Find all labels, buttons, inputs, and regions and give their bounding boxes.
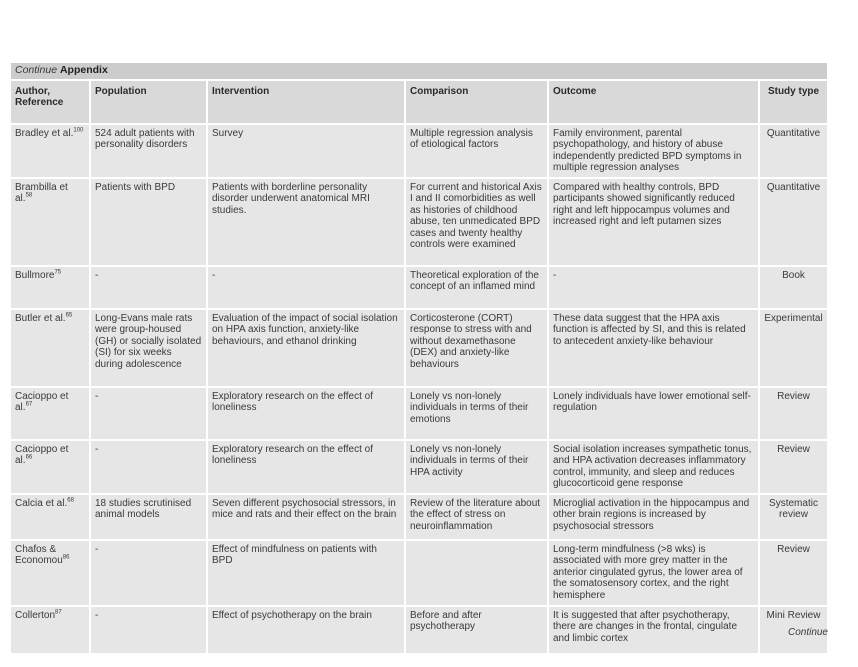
cell-outcome-text: Long-term mindfulness (>8 wks) is associated with more grey matter in the anterior cingulated gyrus, the lower area of the somatosensory cortex, and the right hemisphere bbox=[553, 543, 743, 601]
cell-population bbox=[91, 125, 208, 179]
cell-outcome-text: Family environment, parental psychopathology, and history of abuse independently predicted BPD symptoms in multiple regression analyses bbox=[553, 127, 742, 173]
reference-number: 86 bbox=[62, 554, 70, 561]
table-row bbox=[11, 441, 827, 495]
cell-comparison-text: For current and historical Axis I and II comorbidities as well as histories of childhood abuse, ten unmedicated BPD cases and twenty healthy controls were examined bbox=[410, 181, 542, 250]
cell-comparison bbox=[406, 607, 549, 655]
cell-type-text: Review bbox=[777, 543, 810, 555]
reference-number: 100 bbox=[73, 127, 84, 134]
header-row bbox=[11, 81, 827, 125]
cell-population-text: 524 adult patients with personality disorders bbox=[95, 127, 195, 150]
cell-type bbox=[760, 495, 827, 541]
cell-type bbox=[760, 441, 827, 495]
cell-comparison bbox=[406, 495, 549, 541]
cell-population bbox=[91, 179, 208, 267]
cell-author-text: Bradley et al. bbox=[15, 127, 74, 139]
cell-type-text: Mini Review bbox=[766, 609, 821, 621]
cell-type-text: Systematic review bbox=[769, 497, 818, 520]
cell-intervention bbox=[208, 179, 406, 267]
cell-outcome-text: These data suggest that the HPA axis function is affected by SI, and this is related to antecedent anxiety-like behaviour bbox=[553, 312, 746, 347]
cell-type bbox=[760, 125, 827, 179]
cell-author-text: Collerton bbox=[15, 609, 56, 621]
table-row bbox=[11, 267, 827, 310]
cell-type bbox=[760, 179, 827, 267]
cell-intervention bbox=[208, 495, 406, 541]
cell-type bbox=[760, 388, 827, 441]
cell-comparison bbox=[406, 267, 549, 310]
cell-author bbox=[11, 441, 91, 495]
cell-intervention bbox=[208, 267, 406, 310]
cell-comparison bbox=[406, 125, 549, 179]
caption-title: Appendix bbox=[59, 64, 108, 76]
cell-type bbox=[760, 310, 827, 388]
col-outcome: Outcome bbox=[549, 81, 760, 125]
appendix-table bbox=[11, 63, 827, 655]
cell-comparison-text: Lonely vs non-lonely individuals in terms of their HPA activity bbox=[410, 443, 529, 478]
table-row bbox=[11, 388, 827, 441]
cell-outcome bbox=[549, 607, 760, 655]
table-row bbox=[11, 541, 827, 607]
cell-intervention-text: Effect of psychotherapy on the brain bbox=[212, 609, 372, 621]
col-comparison: Comparison bbox=[406, 81, 549, 125]
cell-population-text: - bbox=[95, 269, 99, 281]
cell-comparison-text: Theoretical exploration of the concept of an inflamed mind bbox=[410, 269, 539, 292]
cell-population bbox=[91, 607, 208, 655]
cell-author-text: Chafos & Economou bbox=[15, 543, 63, 566]
table-row bbox=[11, 607, 827, 655]
cell-intervention bbox=[208, 607, 406, 655]
cell-comparison bbox=[406, 541, 549, 607]
cell-intervention bbox=[208, 125, 406, 179]
reference-number: 67 bbox=[25, 401, 33, 408]
cell-author bbox=[11, 125, 91, 179]
cell-population bbox=[91, 541, 208, 607]
cell-population bbox=[91, 495, 208, 541]
cell-author bbox=[11, 607, 91, 655]
cell-outcome-text: It is suggested that after psychotherapy, there are changes in the frontal, cingulate and limbic cortex bbox=[553, 609, 738, 644]
cell-comparison bbox=[406, 310, 549, 388]
cell-outcome bbox=[549, 310, 760, 388]
cell-population-text: - bbox=[95, 443, 99, 455]
cell-population-text: Patients with BPD bbox=[95, 181, 176, 193]
reference-number: 87 bbox=[55, 609, 62, 616]
cell-intervention-text: Exploratory research on the effect of loneliness bbox=[212, 390, 374, 413]
cell-outcome bbox=[549, 388, 760, 441]
caption-prefix: Continue bbox=[15, 64, 58, 76]
cell-intervention-text: Survey bbox=[212, 127, 244, 139]
cell-intervention bbox=[208, 441, 406, 495]
cell-author bbox=[11, 267, 91, 310]
table-row bbox=[11, 125, 827, 179]
cell-type-text: Review bbox=[777, 390, 810, 402]
cell-type-text: Review bbox=[777, 443, 810, 455]
cell-type-text: Quantitative bbox=[766, 181, 821, 193]
cell-population bbox=[91, 267, 208, 310]
reference-number: 65 bbox=[65, 312, 73, 319]
cell-author-text: Calcia et al. bbox=[15, 497, 68, 509]
cell-population-text: - bbox=[95, 390, 99, 402]
cell-author bbox=[11, 179, 91, 267]
appendix-table-container bbox=[11, 63, 827, 655]
col-study-type: Study type bbox=[760, 81, 827, 125]
cell-intervention-text: Exploratory research on the effect of loneliness bbox=[212, 443, 374, 466]
cell-author bbox=[11, 541, 91, 607]
cell-outcome bbox=[549, 495, 760, 541]
cell-population-text: Long-Evans male rats were group-housed (GH) or socially isolated (SI) for six weeks during adolescence bbox=[95, 312, 202, 370]
cell-outcome-text: Social isolation increases sympathetic tonus, and HPA activation decreases inflammatory control, immunity, and sleep and reduces glucocorticoid gene response bbox=[553, 443, 752, 489]
cell-intervention-text: Seven different psychosocial stressors, in mice and rats and their effect on the brain bbox=[212, 497, 397, 520]
cell-outcome bbox=[549, 541, 760, 607]
cell-comparison-text: Lonely vs non-lonely individuals in terms of their emotions bbox=[410, 390, 529, 425]
cell-population bbox=[91, 310, 208, 388]
cell-outcome-text: - bbox=[553, 269, 557, 281]
reference-number: 75 bbox=[54, 269, 62, 276]
cell-comparison-text: Review of the literature about the effect of stress on neuroinflammation bbox=[410, 497, 541, 532]
cell-author-text: Cacioppo et al. bbox=[15, 443, 69, 466]
col-population: Population bbox=[91, 81, 208, 125]
col-intervention: Intervention bbox=[208, 81, 406, 125]
cell-population-text: - bbox=[95, 543, 99, 555]
table-row bbox=[11, 495, 827, 541]
cell-population bbox=[91, 388, 208, 441]
cell-comparison-text: Multiple regression analysis of etiological factors bbox=[410, 127, 533, 150]
cell-comparison bbox=[406, 441, 549, 495]
cell-intervention-text: Evaluation of the impact of social isolation on HPA axis function, anxiety-like behaviours, and ethanol drinking bbox=[212, 312, 398, 347]
cell-author bbox=[11, 388, 91, 441]
cell-outcome-text: Microglial activation in the hippocampus and other brain regions is increased by psychosocial stressors bbox=[553, 497, 750, 532]
cell-intervention bbox=[208, 310, 406, 388]
cell-outcome bbox=[549, 125, 760, 179]
reference-number: 68 bbox=[67, 497, 74, 504]
cell-outcome bbox=[549, 267, 760, 310]
cell-type bbox=[760, 267, 827, 310]
cell-comparison-text: Corticosterone (CORT) response to stress with and without dexamethasone (DEX) and anxiety-like behaviours bbox=[410, 312, 532, 370]
cell-outcome-text: Compared with healthy controls, BPD participants showed significantly reduced right and left hippocampus volumes and increased right and left putamen sizes bbox=[553, 181, 735, 227]
cell-intervention-text: Effect of mindfulness on patients with BPD bbox=[212, 543, 377, 566]
cell-author bbox=[11, 310, 91, 388]
col-author: Author, Reference bbox=[11, 81, 91, 125]
cell-intervention bbox=[208, 388, 406, 441]
cell-population-text: - bbox=[95, 609, 99, 621]
cell-author-text: Butler et al. bbox=[15, 312, 66, 324]
cell-comparison-text: Before and after psychotherapy bbox=[410, 609, 482, 632]
cell-outcome-text: Lonely individuals have lower emotional self-regulation bbox=[553, 390, 751, 413]
cell-author-text: Brambilla et al. bbox=[15, 181, 68, 204]
table-row bbox=[11, 310, 827, 388]
cell-type-text: Experimental bbox=[764, 312, 823, 324]
cell-outcome bbox=[549, 179, 760, 267]
cell-author-text: Bullmore bbox=[15, 269, 55, 281]
reference-number: 66 bbox=[25, 454, 33, 461]
table-row bbox=[11, 179, 827, 267]
cell-intervention bbox=[208, 541, 406, 607]
cell-comparison bbox=[406, 179, 549, 267]
cell-type-text: Quantitative bbox=[766, 127, 821, 139]
cell-type-text: Book bbox=[782, 269, 805, 281]
cell-comparison bbox=[406, 388, 549, 441]
cell-author-text: Cacioppo et al. bbox=[15, 390, 69, 413]
cell-intervention-text: Patients with borderline personality disorder underwent anatomical MRI studies. bbox=[212, 181, 370, 216]
cell-population bbox=[91, 441, 208, 495]
cell-population-text: 18 studies scrutinised animal models bbox=[95, 497, 192, 520]
cell-intervention-text: - bbox=[212, 269, 216, 281]
table-caption bbox=[11, 63, 827, 81]
cell-type bbox=[760, 541, 827, 607]
cell-author bbox=[11, 495, 91, 541]
reference-number: 58 bbox=[25, 192, 33, 199]
continue-label: Continue bbox=[787, 627, 828, 638]
cell-outcome bbox=[549, 441, 760, 495]
